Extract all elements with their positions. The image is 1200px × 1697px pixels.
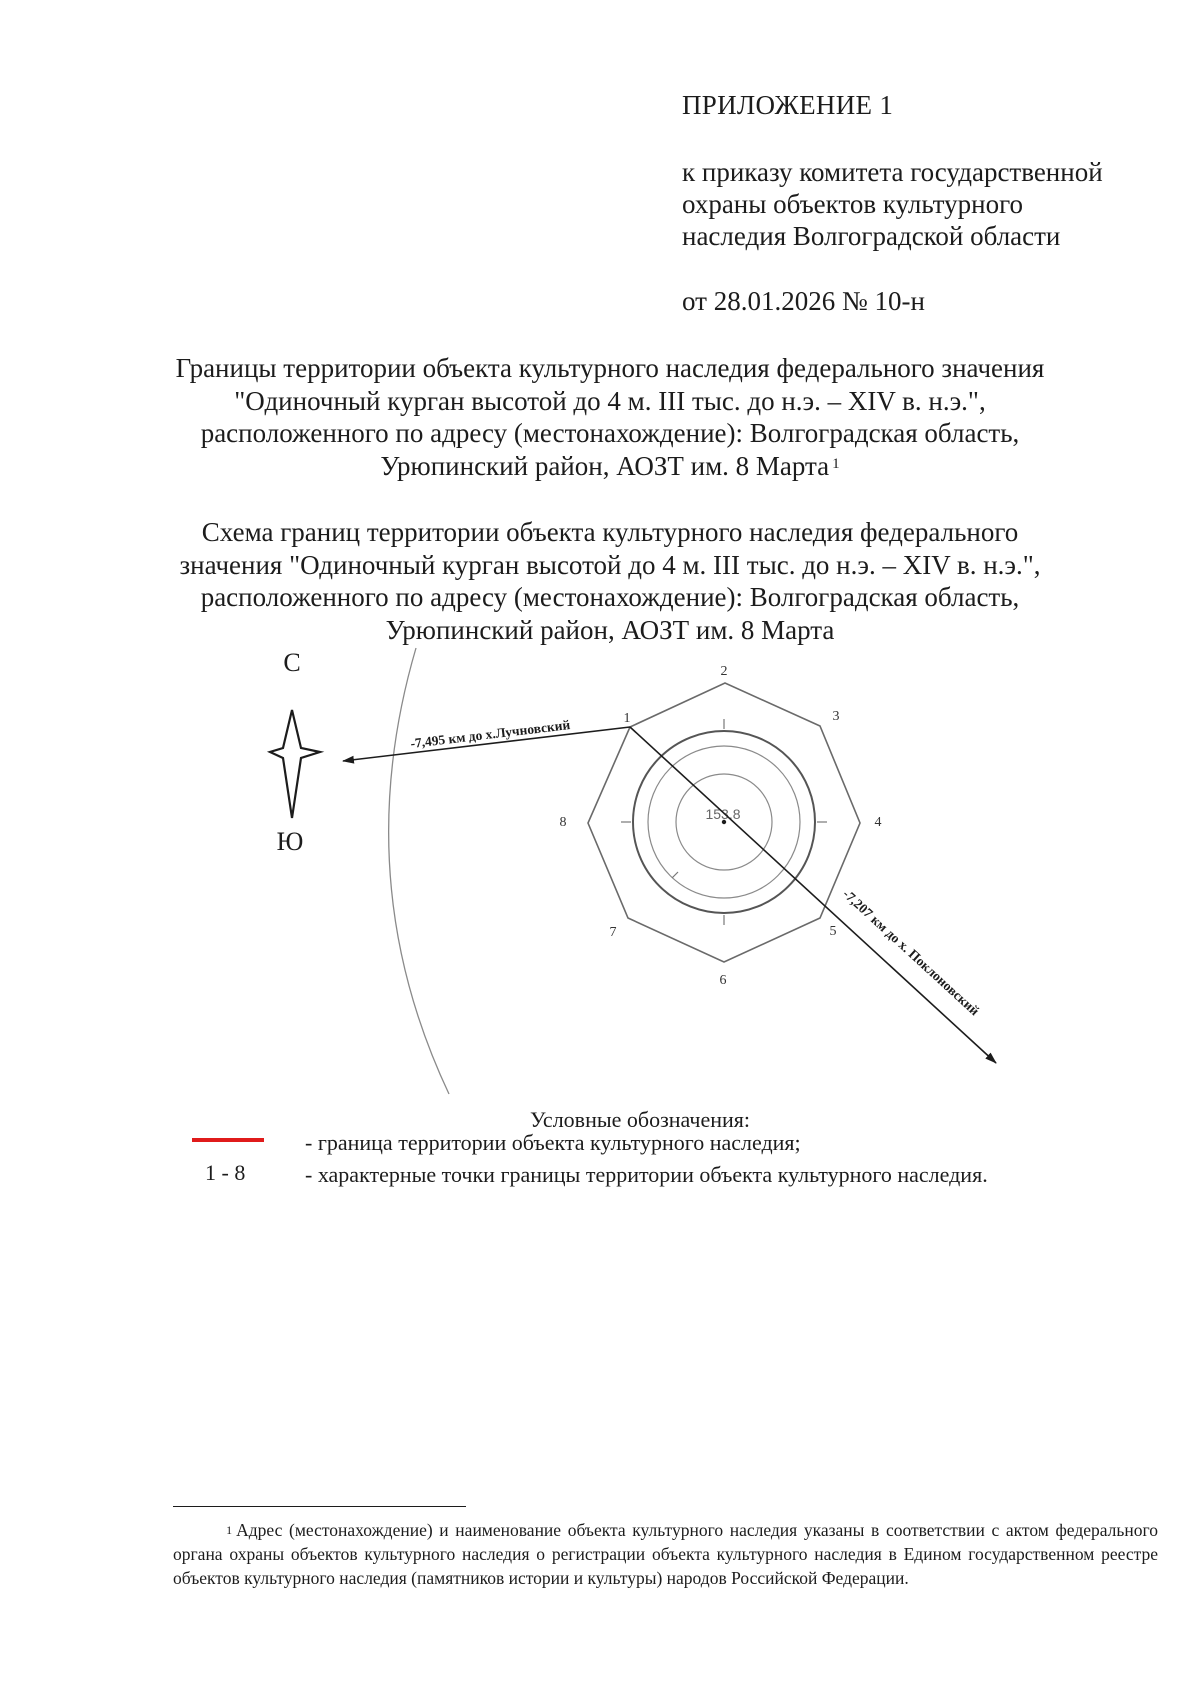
- point-label-1: 1: [623, 711, 631, 726]
- title-line: Границы территории объекта культурного наследия федерального значения: [175, 353, 1045, 383]
- point-label-6: 6: [719, 973, 727, 988]
- order-date: от 28.01.2026 № 10-н: [682, 286, 925, 316]
- direction-label-right: -7,207 км до х. Поклоновский: [839, 886, 983, 1019]
- point-label-8: 8: [559, 815, 567, 830]
- footnote-reference[interactable]: 1: [832, 455, 840, 472]
- compass-north-label: С: [283, 648, 301, 677]
- point-label-4: 4: [874, 815, 882, 830]
- appendix-title: ПРИЛОЖЕНИЕ 1: [682, 90, 894, 120]
- compass-south-label: Ю: [276, 827, 304, 856]
- point-label-2: 2: [720, 664, 728, 679]
- direction-label-left: -7,495 км до х.Лучновский: [409, 717, 571, 751]
- title-line: "Одиночный курган высотой до 4 м. III тыс. до н.э. – XIV в. н.э.",: [234, 385, 986, 416]
- scheme-title-line: Урюпинский район, АОЗТ им. 8 Марта: [385, 614, 835, 645]
- order-line: к приказу комитета государственной: [682, 157, 1103, 187]
- scheme-title-line: Схема границ территории объекта культурного наследия федерального: [201, 517, 1019, 547]
- footnote-number: 1: [226, 1523, 233, 1537]
- legend-points-key: 1 - 8: [205, 1160, 246, 1185]
- curved-road-line: [389, 648, 449, 1094]
- point-label-7: 7: [609, 925, 617, 940]
- scheme-title-line: расположенного по адресу (местонахождение): Волгоградская область,: [200, 582, 1020, 612]
- title-line: расположенного по адресу (местонахождение): Волгоградская область,: [200, 418, 1020, 448]
- compass-icon: [270, 710, 320, 818]
- footnote-text: Адрес (местонахождение) и наименование объекта культурного наследия указаны в соответствии с актом федерального органа охраны объектов культурного наследия о регистрации объекта культурного наследия в Едином государственном реестре объектов культурного наследия (памятников истории и культуры) народов Российской Федерации.: [173, 1520, 1158, 1588]
- legend-points-text: - характерные точки границы территории объекта культурного наследия.: [305, 1162, 988, 1187]
- direction-line-right: [630, 727, 996, 1063]
- order-line: охраны объектов культурного: [682, 189, 1023, 219]
- footnote-divider: [173, 1506, 466, 1507]
- title-line: Урюпинский район, АОЗТ им. 8 Марта $^1$: [380, 450, 840, 481]
- footnote: [173, 1518, 1158, 1590]
- legend-title: Условные обозначения:: [530, 1107, 751, 1132]
- scheme-title-line: значения "Одиночный курган высотой до 4 м. III тыс. до н.э. – XIV в. н.э.",: [179, 549, 1041, 580]
- legend-boundary-text: - граница территории объекта культурного наследия;: [305, 1130, 801, 1155]
- point-label-5: 5: [829, 924, 837, 939]
- point-label-3: 3: [832, 709, 840, 724]
- elevation-label: 153.8: [705, 806, 741, 822]
- legend-boundary-swatch: [192, 1138, 264, 1142]
- order-line: наследия Волгоградской области: [682, 221, 1061, 251]
